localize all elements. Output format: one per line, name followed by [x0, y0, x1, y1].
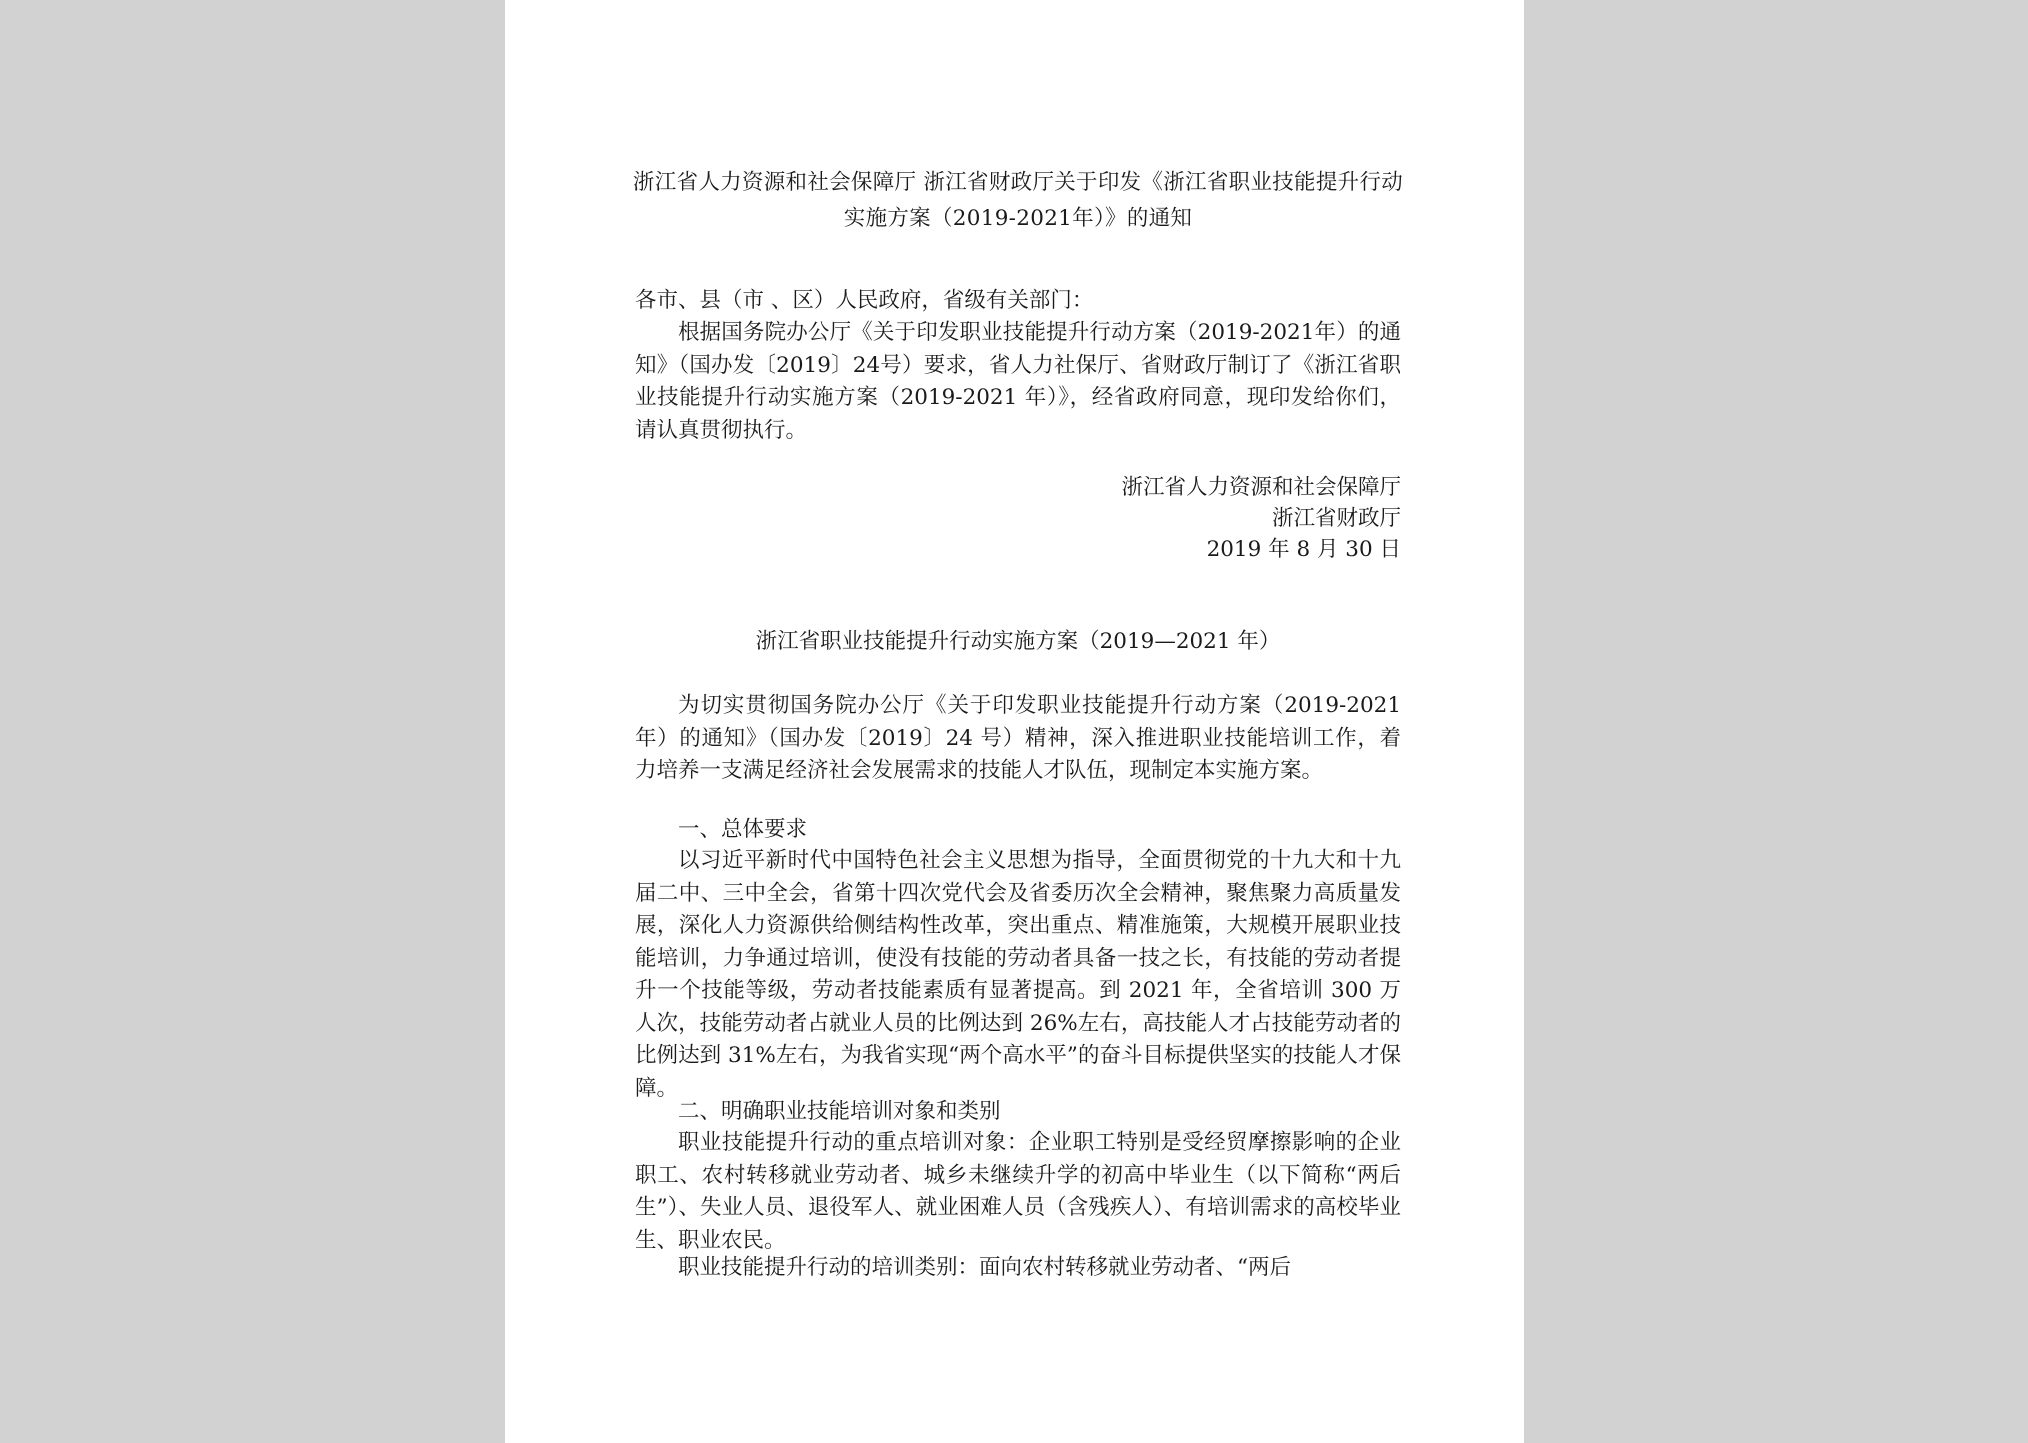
- section2-body: 职业技能提升行动的重点培训对象：企业职工特别是受经贸摩擦影响的企业职工、农村转移就业劳动者、城乡未继续升学的初高中毕业生（以下简称“两后生”）、失业人员、退役军人、就业困难人员（含残疾人）、有培训需求的高校毕业生、职业农民。: [635, 1130, 1401, 1253]
- plan-intro-paragraph: 为切实贯彻国务院办公厅《关于印发职业技能提升行动方案（2019-2021 年）的通知》（国办发〔2019〕24 号）精神，深入推进职业技能培训工作，着力培养一支满足经济社会发展需求的技能人才队伍，现制定本实施方案。: [635, 693, 1401, 783]
- signature-date: 2019 年 8 月 30 日: [1206, 537, 1401, 562]
- section1-heading: 一、总体要求: [678, 817, 808, 842]
- signature-org-hrss: 浙江省人力资源和社会保障厅: [1121, 475, 1401, 500]
- salutation: 各市、县（市 、区）人民政府，省级有关部门：: [635, 288, 1094, 313]
- signature-block: [1121, 472, 1401, 565]
- section2-heading: 二、明确职业技能培训对象和类别: [678, 1099, 1001, 1124]
- notice-title: 浙江省人力资源和社会保障厅 浙江省财政厅关于印发《浙江省职业技能提升行动实施方案（2019-2021年）》的通知: [632, 170, 1404, 231]
- intro-paragraph: 根据国务院办公厅《关于印发职业技能提升行动方案（2019-2021年）的通知》（国办发〔2019〕24号）要求，省人力社保厅、省财政厅制订了《浙江省职业技能提升行动实施方案（2019-2021 年）》，经省政府同意，现印发给你们，请认真贯彻执行。: [635, 320, 1401, 443]
- section1-body: 以习近平新时代中国特色社会主义思想为指导，全面贯彻党的十九大和十九届二中、三中全会，省第十四次党代会及省委历次全会精神，聚焦聚力高质量发展，深化人力资源供给侧结构性改革，突出重点、精准施策，大规模开展职业技能培训，力争通过培训，使没有技能的劳动者具备一技之长，有技能的劳动者提升一个技能等级，劳动者技能素质有显著提高。到 2021 年，全省培训 300 万人次，技能劳动者占就业人员的比例达到 26%左右，高技能人才占技能劳动者的比例达到 31%左右，为我省实现“两个高水平”的奋斗目标提供坚实的技能人才保障。: [635, 848, 1401, 1101]
- section2-body-continued: 职业技能提升行动的培训类别：面向农村转移就业劳动者、“两后: [678, 1255, 1291, 1280]
- plan-title: 浙江省职业技能提升行动实施方案（2019—2021 年）: [755, 629, 1281, 654]
- signature-org-finance: 浙江省财政厅: [1271, 506, 1401, 531]
- document-page: [505, 0, 1524, 1443]
